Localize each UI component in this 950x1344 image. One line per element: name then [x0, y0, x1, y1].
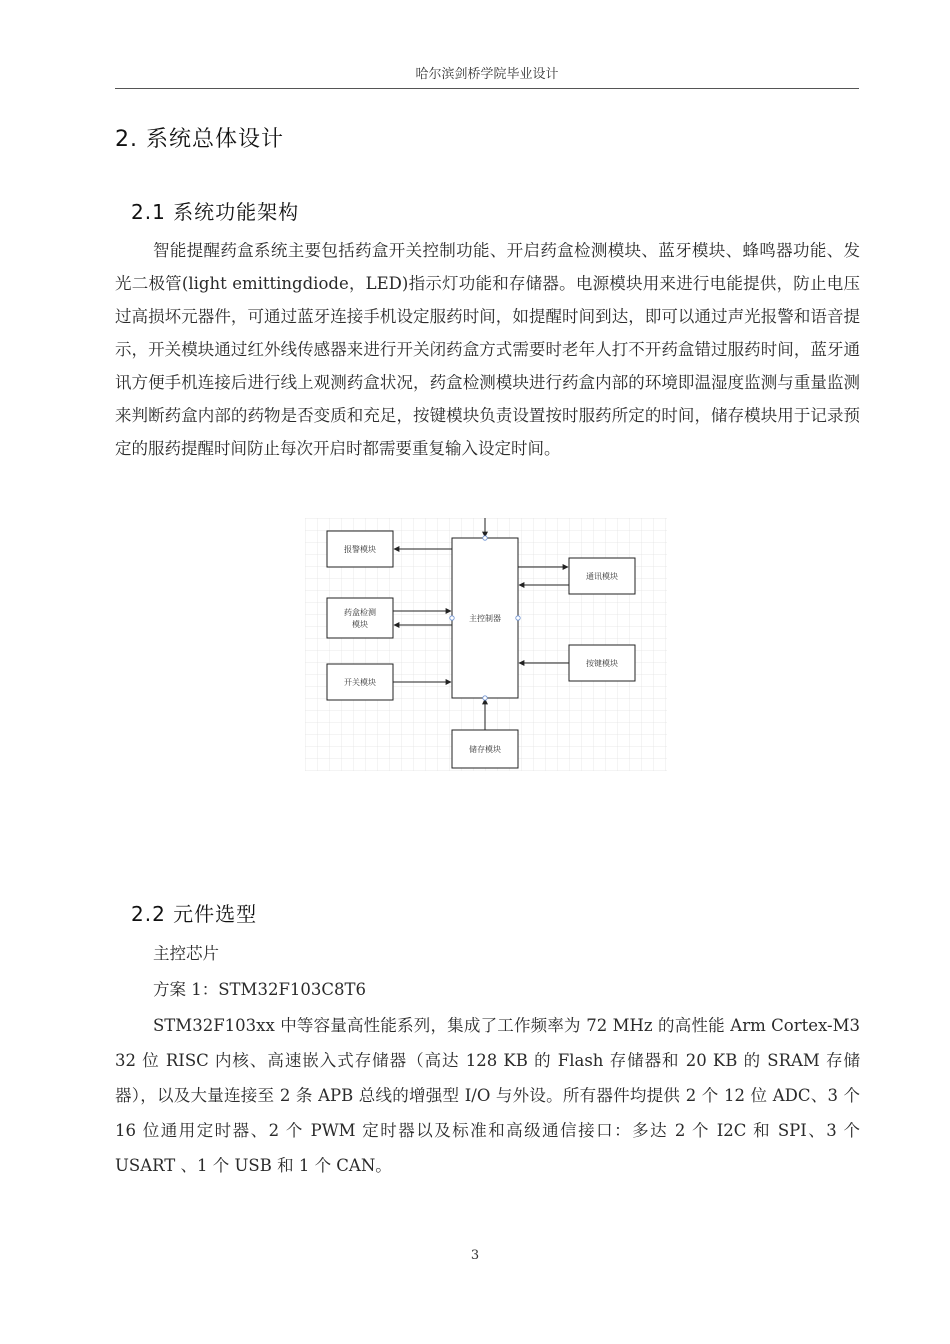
- architecture-paragraph: 智能提醒药盒系统主要包括药盒开关控制功能、开启药盒检测模块、蓝牙模块、蜂鸣器功能、发光二极管(light emittingdiode，LED)指示灯功能和存储器。电源模块用来进行电能提供，防止电压过高损坏元器件，可通过蓝牙连接手机设定服药时间，如提醒时间到达，即可以通过声光报警和语音提示，开关模块通过红外线传感器来进行开关闭药盒方式需要时老年人打不开药盒错过服药时间，蓝牙通讯方便手机连接后进行线上观测药盒状况，药盒检测模块进行药盒内部的环境即温湿度监测与重量监测来判断药盒内部的药物是否变质和充足，按键模块负责设置按时服药所定的时间，储存模块用于记录预定的服药提醒时间防止每次开启时都需要重复输入设定时间。: [115, 241, 860, 458]
- switch-label: 开关模块: [344, 678, 376, 687]
- section-2-1-heading: 2.1 系统功能架构: [131, 200, 300, 224]
- stm32-paragraph: STM32F103xx 中等容量高性能系列，集成了工作频率为 72 MHz 的高性能 Arm Cortex-M3 32 位 RISC 内核、高速嵌入式存储器（高达 128 KB 的 Flash 存储器和 20 KB 的 SRAM 存储器），以及大量连接至 2 条 APB 总线的增强型 I/O 与外设。所有器件均提供 2 个 12 位 ADC、3 个 16 位通用定时器、2 个 PWM 定时器以及标准和高级通信接口：多达 2 个 I2C 和 SPI、3 个 USART 、1 个 USB 和 1 个 CAN。: [115, 1016, 860, 1175]
- page-header: 哈尔滨剑桥学院毕业设计: [115, 66, 859, 89]
- option-1-label: 方案 1：STM32F103C8T6: [153, 980, 367, 999]
- key-label: 按键模块: [586, 659, 618, 668]
- storage-label: 储存模块: [469, 745, 501, 754]
- section-2-heading: 2. 系统总体设计: [115, 127, 284, 152]
- page-number: 3: [470, 1248, 480, 1263]
- comm-label: 通讯模块: [586, 572, 618, 581]
- detect-label-line2: 模块: [352, 620, 368, 629]
- detect-label-line1: 药盒检测: [344, 608, 376, 617]
- section-2-2-heading: 2.2 元件选型: [131, 902, 258, 926]
- system-architecture-diagram: [305, 518, 667, 771]
- controller-label: 主控制器: [469, 614, 501, 623]
- alarm-label: 报警模块: [344, 545, 376, 554]
- chip-label: 主控芯片: [153, 944, 219, 963]
- detect-block: [327, 598, 393, 638]
